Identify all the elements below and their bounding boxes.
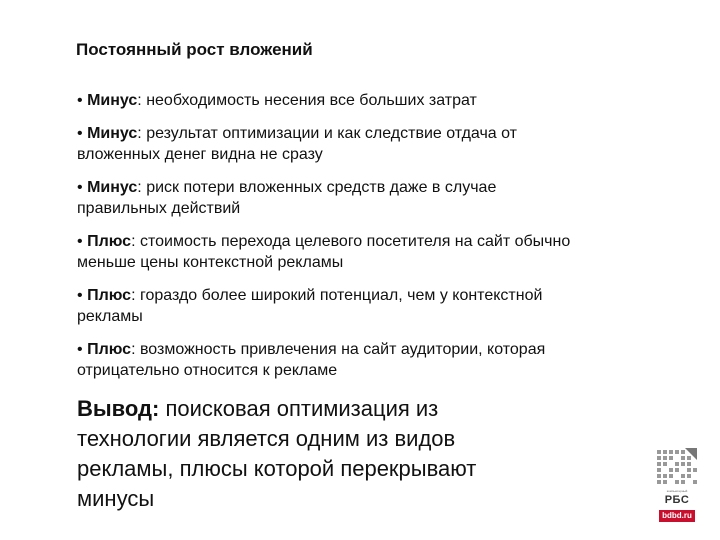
bullet-item-plus-1: • Плюс: стоимость перехода целевого посетителя на сайт обычно меньше цены контекстной рекламы <box>77 233 571 271</box>
bullet-item-plus-2: • Плюс: гораздо более широкий потенциал, чем у контекстной рекламы <box>77 287 543 325</box>
slide-title: Постоянный рост вложений <box>76 40 313 59</box>
bullet-marker: • <box>77 233 83 250</box>
bullet-text: результат оптимизации и как следствие отдача от вложенных денег видна не сразу <box>77 125 517 163</box>
bullet-kind-label: Плюс <box>87 341 132 358</box>
bullet-text: стоимость перехода целевого посетителя на сайт обычно меньше цены контекстной рекламы <box>77 233 571 271</box>
bullet-item-plus-3: • Плюс: возможность привлечения на сайт аудитории, которая отрицательно относится к рекламе <box>77 341 546 379</box>
bullet-marker: • <box>77 125 83 142</box>
logo-brand: РБС <box>664 494 690 506</box>
bullet-text: необходимость несения все больших затрат <box>146 92 477 109</box>
bullet-marker: • <box>77 92 83 109</box>
conclusion <box>77 394 537 514</box>
bullet-marker: • <box>77 179 83 196</box>
dot-grid-logo-icon <box>655 446 699 490</box>
bullet-marker: • <box>77 287 83 304</box>
conclusion-lead: Вывод: <box>77 396 160 421</box>
conclusion-text: поисковая оптимизация из технологии является одним из видов рекламы, плюсы которой перекрывают минусы <box>77 396 477 511</box>
logo-site-badge: bdbd.ru <box>659 510 695 522</box>
bullet-text: гораздо более широкий потенциал, чем у контекстной рекламы <box>77 287 543 325</box>
bullet-kind-label: Минус <box>87 179 138 196</box>
bullet-kind-label: Минус <box>87 92 138 109</box>
bullet-marker: • <box>77 341 83 358</box>
company-logo <box>655 446 699 526</box>
bullet-item-minus-1: • Минус: необходимость несения все больших затрат <box>77 92 477 109</box>
logo-caption: компьютерный <box>666 489 688 493</box>
bullet-item-minus-2: • Минус: результат оптимизации и как следствие отдача от вложенных денег видна не сразу <box>77 125 517 163</box>
bullet-kind-label: Плюс <box>87 233 132 250</box>
bullet-kind-label: Плюс <box>87 287 132 304</box>
bullet-item-minus-3: • Минус: риск потери вложенных средств даже в случае правильных действий <box>77 179 497 217</box>
bullet-list <box>77 90 577 393</box>
bullet-text: риск потери вложенных средств даже в случае правильных действий <box>77 179 497 217</box>
bullet-text: возможность привлечения на сайт аудитории, которая отрицательно относится к рекламе <box>77 341 546 379</box>
bullet-kind-label: Минус <box>87 125 138 142</box>
